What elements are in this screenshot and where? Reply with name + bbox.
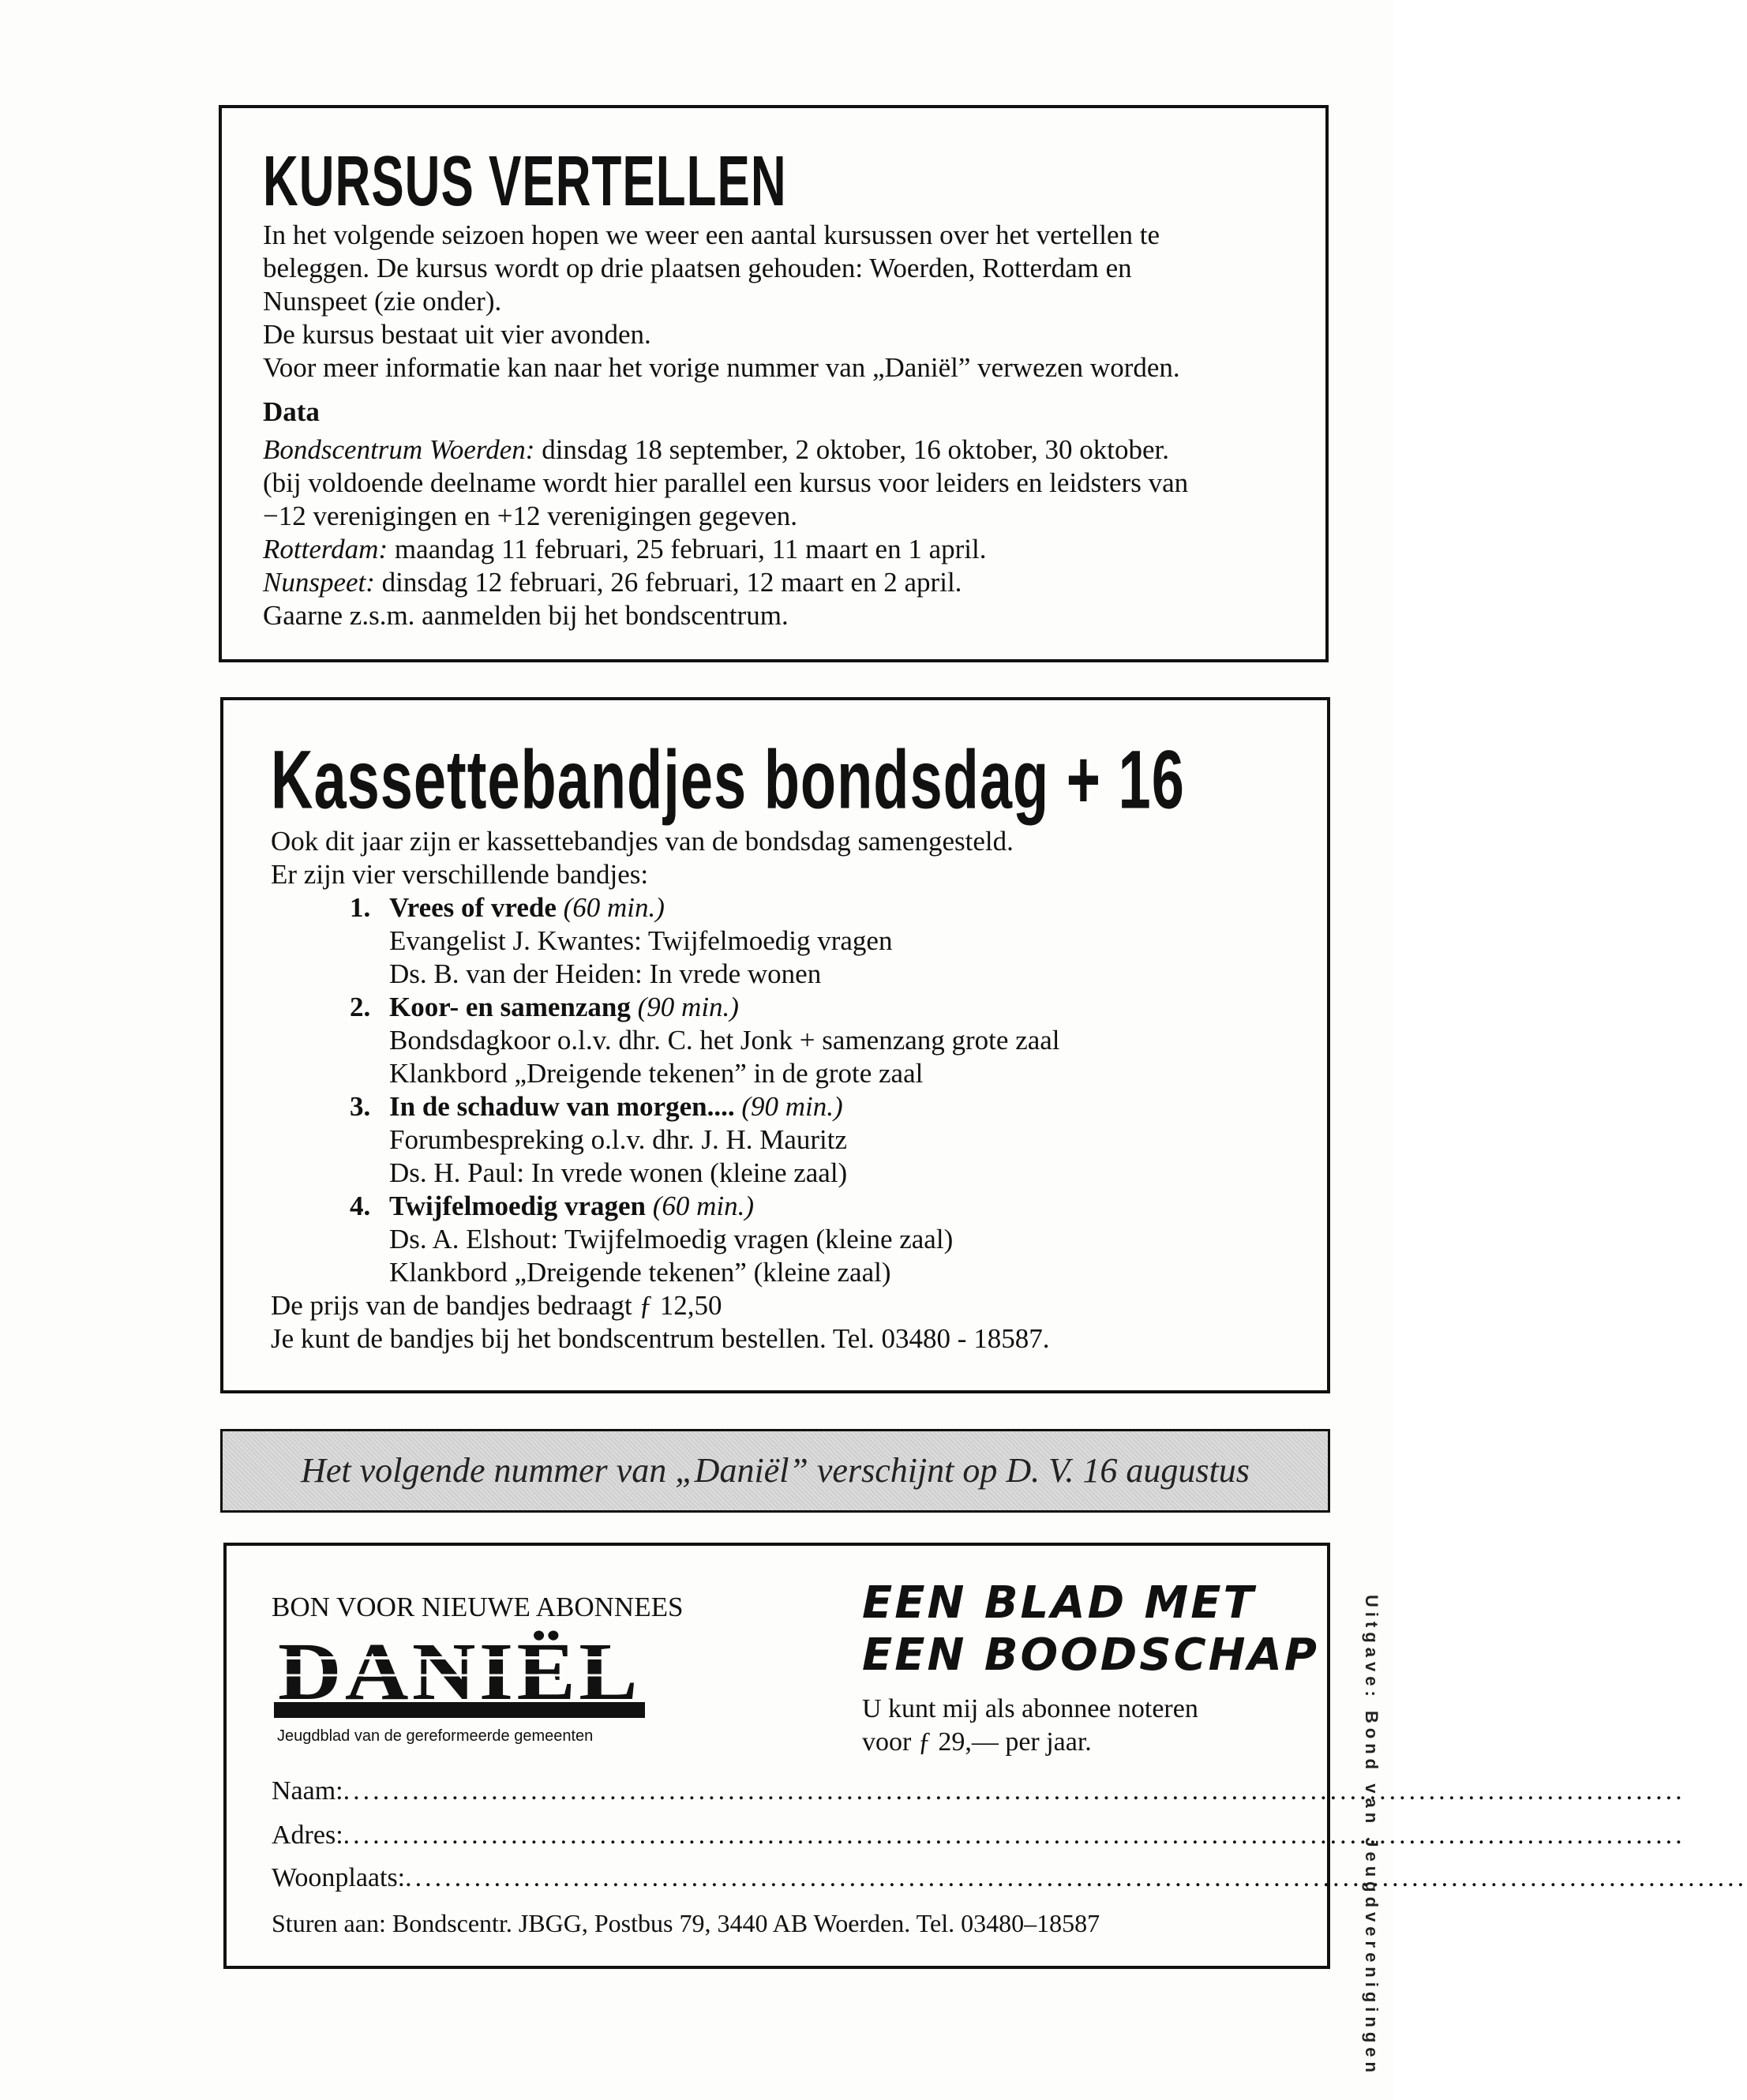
nunspeet-dates: dinsdag 12 februari, 26 februari, 12 maart en 2 april. bbox=[374, 567, 962, 598]
woerden-dates-line bbox=[263, 433, 1325, 467]
kursus-closing: Gaarne z.s.m. aanmelden bij het bondscentrum. bbox=[263, 600, 789, 631]
tape-title: Koor- en samenzang bbox=[389, 992, 631, 1022]
nunspeet-dates-line bbox=[263, 566, 1325, 599]
adres-field[interactable] bbox=[272, 1821, 1685, 1851]
kursus-article bbox=[219, 105, 1329, 662]
adres-dots: ........................................................................................................................................ bbox=[343, 1821, 1685, 1850]
woerden-label: Bondscentrum Woerden: bbox=[263, 434, 535, 465]
kursus-intro-line: De kursus bestaat uit vier avonden. bbox=[263, 319, 651, 350]
tape-line: Ds. B. van der Heiden: In vrede wonen bbox=[389, 958, 822, 989]
tape-line: Ds. H. Paul: In vrede wonen (kleine zaal) bbox=[389, 1157, 848, 1188]
naam-dots: ........................................................................................................................................ bbox=[343, 1776, 1685, 1806]
kursus-intro-line: Voor meer informatie kan naar het vorige nummer van „Daniël” verwezen worden. bbox=[263, 352, 1180, 383]
kassette-footer bbox=[271, 1289, 1327, 1356]
tape-number: 1. bbox=[350, 892, 371, 923]
rotterdam-label: Rotterdam: bbox=[263, 534, 388, 564]
price-line: De prijs van de bandjes bedraagt ƒ 12,50 bbox=[271, 1290, 722, 1321]
tape-item bbox=[350, 991, 1327, 1090]
tape-line: Klankbord „Dreigende tekenen” in de grote zaal bbox=[389, 1058, 924, 1089]
tape-line: Bondsdagkoor o.l.v. dhr. C. het Jonk + samenzang grote zaal bbox=[389, 1025, 1060, 1056]
subscribe-text-1: U kunt mij als abonnee noteren bbox=[862, 1694, 1198, 1723]
woonplaats-dots: ........................................................................................................................................ bbox=[405, 1863, 1747, 1892]
tape-line: Forumbespreking o.l.v. dhr. J. H. Mauritz bbox=[389, 1124, 848, 1155]
kassette-intro-line: Er zijn vier verschillende bandjes: bbox=[271, 859, 649, 890]
woonplaats-label: Woonplaats: bbox=[272, 1863, 406, 1892]
order-line: Je kunt de bandjes bij het bondscentrum bestellen. Tel. 03480 - 18587. bbox=[271, 1323, 1050, 1354]
tape-title: In de schaduw van morgen.... bbox=[389, 1091, 735, 1122]
send-to-address: Sturen aan: Bondscentr. JBGG, Postbus 79, 3440 AB Woerden. Tel. 03480–18587 bbox=[272, 1909, 1100, 1937]
kursus-intro-line: beleggen. De kursus wordt op drie plaatsen gehouden: Woerden, Rotterdam en bbox=[263, 253, 1132, 283]
tape-title: Vrees of vrede bbox=[389, 892, 557, 923]
tape-number: 3. bbox=[350, 1091, 371, 1122]
next-issue-text: Het volgende nummer van „Daniël” verschijnt op D. V. 16 augustus bbox=[301, 1451, 1250, 1490]
kassette-intro-line: Ook dit jaar zijn er kassettebandjes van de bondsdag samengesteld. bbox=[271, 826, 1014, 857]
parallel-line: (bij voldoende deelname wordt hier parallel een kursus voor leiders en leidsters van bbox=[263, 467, 1189, 498]
logo-caption: Jeugdblad van de gereformeerde gemeenten bbox=[277, 1727, 594, 1745]
tape-duration: (60 min.) bbox=[556, 892, 665, 923]
tape-line: Ds. A. Elshout: Twijfelmoedig vragen (kleine zaal) bbox=[389, 1224, 954, 1254]
kursus-dates bbox=[263, 433, 1325, 632]
next-issue-banner bbox=[220, 1429, 1330, 1513]
rotterdam-dates-line bbox=[263, 533, 1325, 566]
subscribe-text-2: voor ƒ 29,— per jaar. bbox=[862, 1727, 1092, 1757]
tape-item bbox=[350, 891, 1327, 991]
kassette-title: Kassettebandjes bondsdag + 16 bbox=[271, 733, 1185, 827]
tape-number: 2. bbox=[350, 992, 371, 1022]
tape-line: Evangelist J. Kwantes: Twijfelmoedig vragen bbox=[389, 925, 893, 956]
kursus-title: KURSUS VERTELLEN bbox=[263, 142, 787, 222]
tape-title: Twijfelmoedig vragen bbox=[389, 1191, 646, 1221]
rotterdam-dates: maandag 11 februari, 25 februari, 11 maart en 1 april. bbox=[388, 534, 987, 564]
tape-list bbox=[350, 891, 1327, 1289]
tape-number: 4. bbox=[350, 1191, 371, 1221]
tape-duration: (90 min.) bbox=[734, 1091, 843, 1122]
tape-line: Klankbord „Dreigende tekenen” (kleine zaal) bbox=[389, 1257, 891, 1288]
naam-field[interactable] bbox=[272, 1776, 1685, 1806]
daniel-logo bbox=[274, 1626, 645, 1721]
tape-item bbox=[350, 1190, 1327, 1289]
woonplaats-field[interactable] bbox=[272, 1863, 1747, 1893]
kassette-article bbox=[220, 697, 1330, 1393]
slogan-line-1: EEN BLAD MET bbox=[862, 1577, 1256, 1629]
tape-duration: (90 min.) bbox=[630, 992, 739, 1022]
svg-text:DANIËL: DANIËL bbox=[278, 1626, 641, 1717]
coupon-title: BON VOOR NIEUWE ABONNEES bbox=[272, 1592, 684, 1622]
adres-label: Adres: bbox=[272, 1821, 343, 1850]
tape-item bbox=[350, 1090, 1327, 1190]
parallel-line: −12 verenigingen en +12 verenigingen gegeven. bbox=[263, 501, 798, 531]
slogan-line-2: EEN BOODSCHAP bbox=[862, 1629, 1319, 1681]
edge-publisher-text: Uitgave: Bond van Jeugdverenigingen bbox=[1362, 1595, 1381, 2077]
kursus-intro-line: In het volgende seizoen hopen we weer een aantal kursussen over het vertellen te bbox=[263, 219, 1160, 250]
nunspeet-label: Nunspeet: bbox=[263, 567, 375, 598]
naam-label: Naam: bbox=[272, 1776, 343, 1806]
woerden-dates: dinsdag 18 september, 2 oktober, 16 oktober, 30 oktober. bbox=[534, 434, 1170, 465]
data-heading: Data bbox=[263, 396, 320, 427]
kursus-intro-line: Nunspeet (zie onder). bbox=[263, 286, 502, 317]
tape-duration: (60 min.) bbox=[645, 1191, 755, 1221]
